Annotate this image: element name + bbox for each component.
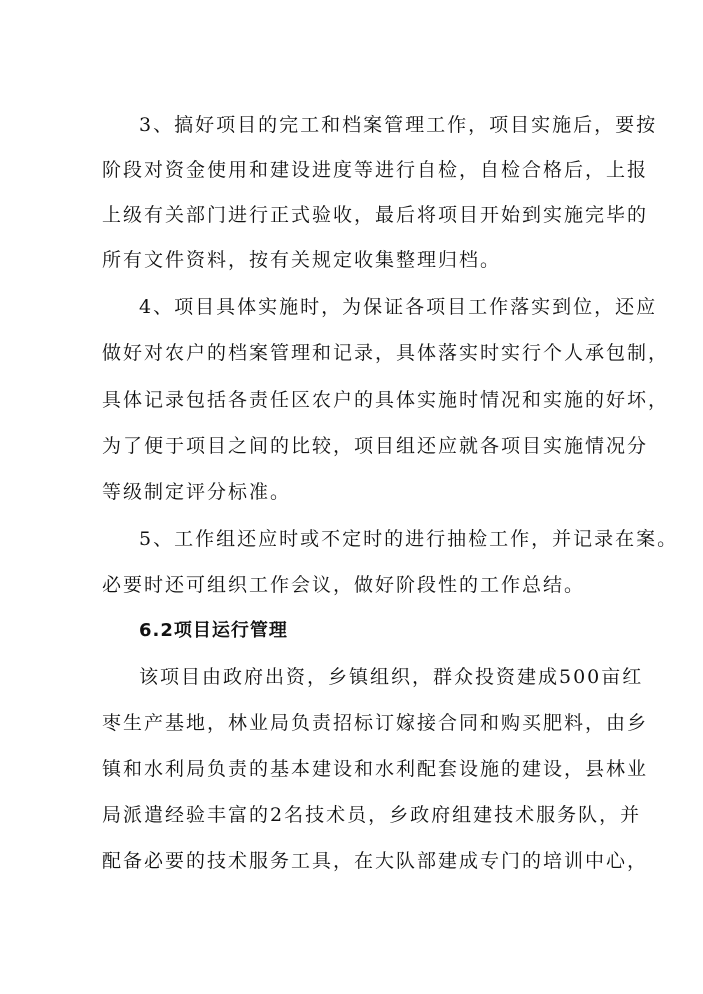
paragraph-6-line-4: 局派遣经验丰富的2名技术员，乡政府组建技术服务队，并: [102, 804, 642, 826]
paragraph-6-line-2: 枣生产基地，林业局负责招标订嫁接合同和购买肥料，由乡: [102, 712, 649, 734]
paragraph-4-line-3: 具体记录包括各责任区农户的具体实施时情况和实施的好坏，: [102, 389, 670, 411]
paragraph-4-line-1: 4、项目具体实施时，为保证各项目工作落实到位，还应: [139, 296, 658, 318]
paragraph-3-line-4: 所有文件资料，按有关规定收集整理归档。: [102, 249, 502, 271]
paragraph-6-line-3: 镇和水利局负责的基本建设和水利配套设施的建设，县林业: [102, 758, 649, 780]
paragraph-3-line-1: 3、搞好项目的完工和档案管理工作，项目实施后，要按: [139, 114, 658, 136]
paragraph-6-line-5: 配备必要的技术服务工具，在大队部建成专门的培训中心，: [102, 850, 649, 872]
section-heading: 6.2项目运行管理: [139, 620, 288, 641]
paragraph-6-line-1: 该项目由政府出资，乡镇组织，群众投资建成500亩红: [139, 666, 644, 688]
paragraph-3-line-3: 上级有关部门进行正式验收，最后将项目开始到实施完毕的: [102, 204, 649, 226]
paragraph-4-line-4: 为了便于项目之间的比较，项目组还应就各项目实施情况分: [102, 435, 649, 457]
paragraph-4-line-2: 做好对农户的档案管理和记录，具体落实时实行个人承包制，: [102, 342, 670, 364]
paragraph-4-line-5: 等级制定评分标准。: [102, 481, 292, 503]
paragraph-5-line-2: 必要时还可组织工作会议，做好阶段性的工作总结。: [102, 574, 586, 596]
paragraph-3-line-2: 阶段对资金使用和建设进度等进行自检，自检合格后，上报: [102, 159, 649, 181]
paragraph-5-line-1: 5、工作组还应时或不定时的进行抽检工作，并记录在案。: [139, 528, 679, 550]
